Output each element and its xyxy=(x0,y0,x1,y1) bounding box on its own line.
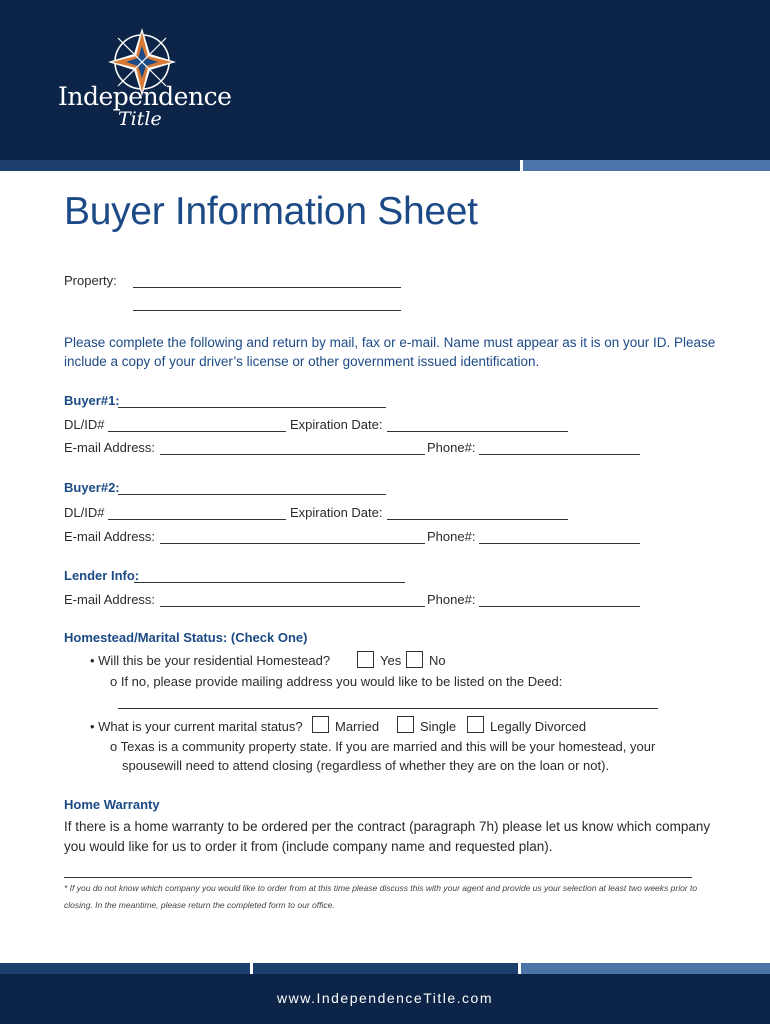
buyer2-email-field[interactable] xyxy=(160,543,425,544)
buyer1-email-label: E-mail Address: xyxy=(64,440,156,455)
buyer1-label: Buyer#1: xyxy=(64,393,120,408)
header-stripe-light xyxy=(523,160,770,171)
buyer1-dl-label: DL/ID# xyxy=(64,417,105,432)
single-checkbox[interactable] xyxy=(397,716,414,733)
homestead-question: • Will this be your residential Homestead? xyxy=(90,653,331,668)
married-checkbox[interactable] xyxy=(312,716,329,733)
homestead-no-label: No xyxy=(429,653,446,668)
homestead-no-checkbox[interactable] xyxy=(406,651,423,668)
lender-phone-field[interactable] xyxy=(479,606,640,607)
homestead-yes-checkbox[interactable] xyxy=(357,651,374,668)
lender-email-field[interactable] xyxy=(160,606,425,607)
buyer2-exp-field[interactable] xyxy=(387,519,568,520)
single-label: Single xyxy=(420,719,457,734)
website-link[interactable]: www.IndependenceTitle.com xyxy=(277,990,493,1006)
community-property-note-1: o Texas is a community property state. If you are married and this will be your homestead, your xyxy=(110,739,656,754)
property-line-2[interactable] xyxy=(133,310,401,311)
buyer2-dl-label: DL/ID# xyxy=(64,505,105,520)
lender-phone-label: Phone#: xyxy=(427,592,476,607)
buyer2-name-field[interactable] xyxy=(118,494,386,495)
warranty-text: If there is a home warranty to be ordered per the contract (paragraph 7h) please let us know which company you would like for us to order it from (include company name and requested plan). xyxy=(64,819,711,854)
buyer1-dl-field[interactable] xyxy=(108,431,286,432)
buyer2-label: Buyer#2: xyxy=(64,480,120,495)
footer-banner xyxy=(0,974,770,1024)
logo-script: Title xyxy=(118,108,162,130)
buyer1-phone-label: Phone#: xyxy=(427,440,476,455)
property-line-1[interactable] xyxy=(133,287,401,288)
lender-label: Lender Info: xyxy=(64,568,140,583)
buyer1-email-field[interactable] xyxy=(160,454,425,455)
buyer1-name-field[interactable] xyxy=(118,407,386,408)
buyer2-email-label: E-mail Address: xyxy=(64,529,156,544)
warranty-heading: Home Warranty xyxy=(64,797,160,812)
property-label: Property: xyxy=(64,273,117,288)
buyer1-exp-field[interactable] xyxy=(387,431,568,432)
instructions: Please complete the following and return by mail, fax or e-mail. Name must appear as it is on your ID. Please include a copy of your driver’s license or other government issued identification. xyxy=(64,335,716,369)
community-property-note-2: spousewill need to attend closing (regardless of whether they are on the loan or not). xyxy=(122,758,610,773)
footer-stripe-light xyxy=(521,963,770,974)
buyer1-exp-label: Expiration Date: xyxy=(290,417,383,432)
homestead-yes-label: Yes xyxy=(380,653,402,668)
married-label: Married xyxy=(335,719,380,734)
logo-wordmark: Independence xyxy=(58,82,232,111)
marital-question: • What is your current marital status? xyxy=(90,719,303,734)
mailing-address-field[interactable] xyxy=(118,708,658,709)
divorced-label: Legally Divorced xyxy=(490,719,587,734)
buyer2-phone-field[interactable] xyxy=(479,543,640,544)
homestead-heading: Homestead/Marital Status: (Check One) xyxy=(64,630,308,645)
footer-stripe xyxy=(0,963,250,974)
footnote: * If you do not know which company you would like to order from at this time please discuss this with your agent and provide us your selection at least two weeks prior to closing. In the meantime, please return the completed form to our office. xyxy=(64,883,698,910)
page-title: Buyer Information Sheet xyxy=(64,190,478,233)
buyer2-dl-field[interactable] xyxy=(108,519,286,520)
divorced-checkbox[interactable] xyxy=(467,716,484,733)
warranty-field[interactable] xyxy=(64,877,692,878)
mailing-address-instruction: o If no, please provide mailing address you would like to be listed on the Deed: xyxy=(110,674,563,689)
lender-email-label: E-mail Address: xyxy=(64,592,156,607)
buyer2-phone-label: Phone#: xyxy=(427,529,476,544)
header-stripe xyxy=(0,160,520,171)
footer-stripe xyxy=(253,963,518,974)
buyer2-exp-label: Expiration Date: xyxy=(290,505,383,520)
lender-name-field[interactable] xyxy=(134,582,405,583)
buyer1-phone-field[interactable] xyxy=(479,454,640,455)
